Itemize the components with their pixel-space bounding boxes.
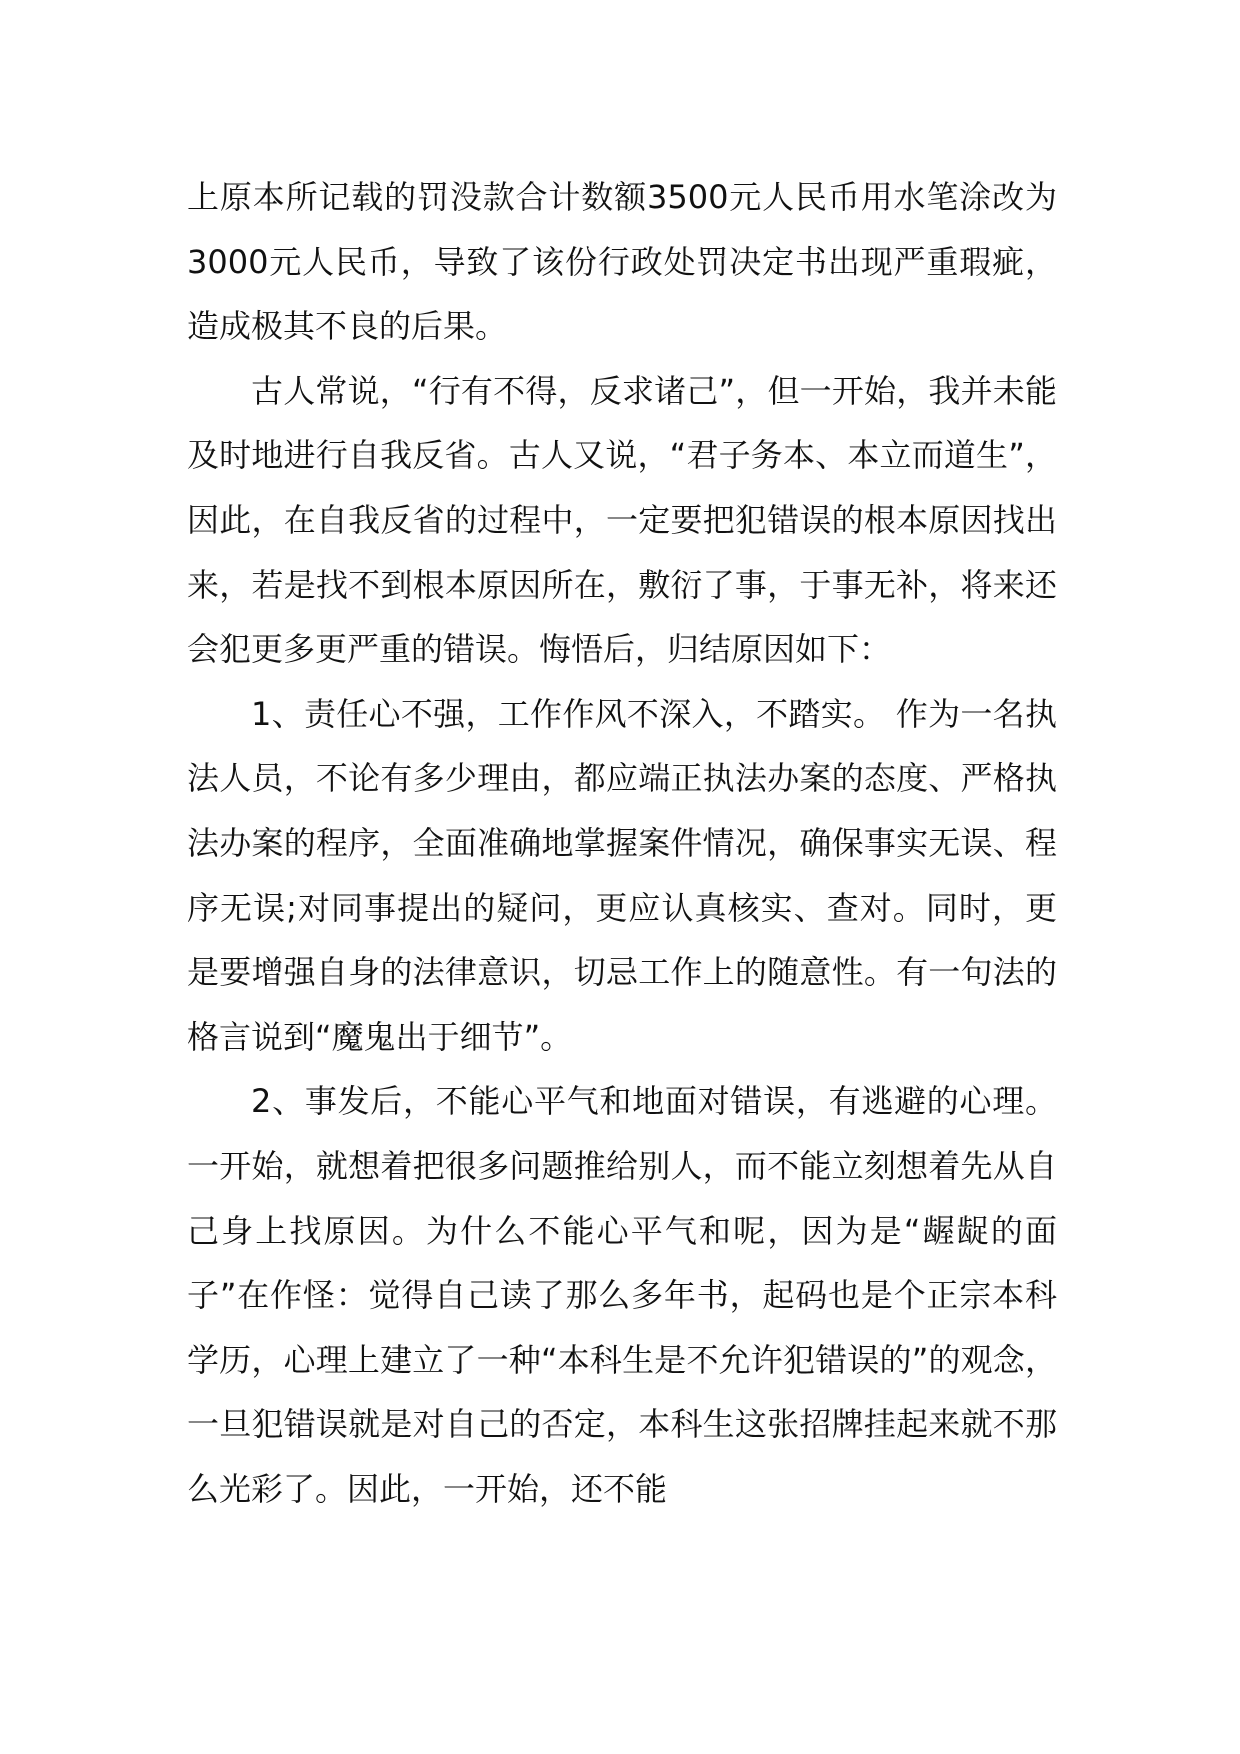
paragraph-reason-2: 2、事发后，不能心平气和地面对错误，有逃避的心理。一开始，就想着把很多问题推给别人，而不能立刻想着先从自己身上找原因。为什么不能心平气和呢，因为是“龌龊的面子”在作怪：觉得自己读了那么多年书，起码也是个正宗本科学历，心理上建立了一种“本科生是不允许犯错误的”的观念，一旦犯错误就是对自己的否定，本科生这张招牌挂起来就不那么光彩了。因此，一开始，还不能 bbox=[187, 1082, 1057, 1508]
paragraph-reason-1: 1、责任心不强，工作作风不深入，不踏实。 作为一名执法人员，不论有多少理由，都应端正执法办案的态度、严格执法办案的程序，全面准确地掌握案件情况，确保事实无误、程序无误;对同事提出的疑问，更应认真核实、查对。同时，更是要增强自身的法律意识，切忌工作上的随意性。有一句法的格言说到“魔鬼出于细节”。 bbox=[187, 694, 1057, 1056]
paragraph-penalty-amount-alteration: 上原本所记载的罚没款合计数额3500元人民币用水笔涂改为3000元人民币，导致了该份行政处罚决定书出现严重瑕疵，造成极其不良的后果。 bbox=[187, 178, 1057, 346]
document-body bbox=[187, 165, 1057, 1521]
paragraph-self-reflection: 古人常说，“行有不得，反求诸己”，但一开始，我并未能及时地进行自我反省。古人又说，“君子务本、本立而道生”，因此，在自我反省的过程中，一定要把犯错误的根本原因找出来，若是找不到根本原因所在，敷衍了事，于事无补，将来还会犯更多更严重的错误。悔悟后，归结原因如下： bbox=[187, 371, 1057, 669]
